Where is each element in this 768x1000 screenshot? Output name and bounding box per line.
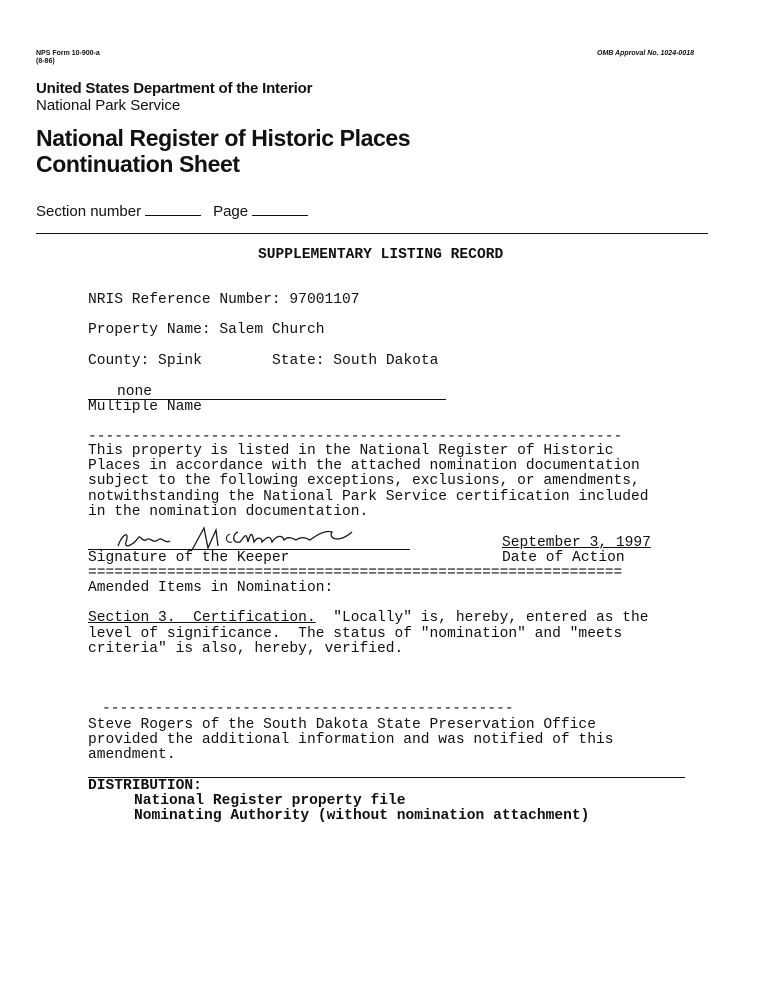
signature-label: Signature of the Keeper	[88, 550, 290, 566]
statement-line-4: notwithstanding the National Park Service certification included	[88, 489, 649, 505]
statement-line-1: This property is listed in the National Register of Historic	[88, 443, 614, 459]
page-blank	[252, 215, 308, 216]
department-name: United States Department of the Interior	[36, 80, 313, 97]
contact-line-1: Steve Rogers of the South Dakota State Preservation Office	[88, 717, 596, 733]
agency-name: National Park Service	[36, 97, 181, 114]
action-date: September 3, 1997	[502, 535, 651, 551]
omb-approval: OMB Approval No. 1024-0018	[597, 50, 694, 57]
sheet-subtitle: Continuation Sheet	[36, 151, 240, 177]
record-heading: SUPPLEMENTARY LISTING RECORD	[258, 247, 504, 263]
form-number-text: NPS Form 10-900-a	[36, 50, 100, 57]
multiple-name-value: none	[117, 384, 153, 400]
distribution-heading: DISTRIBUTION:	[88, 778, 202, 794]
dash-divider: -------------------------------------------------------------	[88, 429, 623, 445]
statement-line-3: subject to the following exceptions, exclusions, or amendments,	[88, 473, 640, 489]
amendment-line-1	[88, 611, 649, 626]
short-divider: -----------------------------------------------	[102, 701, 514, 717]
property-name: Property Name: Salem Church	[88, 322, 325, 338]
page-label: Page	[213, 203, 249, 220]
double-divider: =============================================================	[88, 565, 623, 581]
amendment-line-1-text: "Locally" is, hereby, entered as the	[315, 610, 649, 626]
statement-line-5: in the nomination documentation.	[88, 504, 369, 520]
contact-line-3: amendment.	[88, 747, 176, 763]
distribution-item-2: Nominating Authority (without nomination attachment)	[134, 808, 590, 824]
county: County: Spink	[88, 353, 202, 369]
section-number-label: Section number	[36, 203, 142, 220]
amendment-section-ref: Section 3. Certification.	[88, 610, 316, 626]
section-number-blank	[145, 215, 201, 216]
state: State: South Dakota	[272, 353, 439, 369]
contact-line-2: provided the additional information and was notified of this	[88, 732, 614, 748]
action-date-label: Date of Action	[502, 550, 625, 566]
nris-reference: NRIS Reference Number: 97001107	[88, 292, 360, 308]
distribution-item-1: National Register property file	[134, 793, 406, 809]
multiple-name-label: Multiple Name	[88, 399, 202, 415]
section-page-row	[36, 203, 320, 220]
statement-line-2: Places in accordance with the attached nomination documentation	[88, 458, 640, 474]
amendment-line-3: criteria" is also, hereby, verified.	[88, 641, 404, 657]
amended-heading: Amended Items in Nomination:	[88, 580, 334, 596]
form-number	[36, 50, 100, 66]
form-date-text: (8-86)	[36, 58, 55, 65]
header-rule	[36, 233, 708, 234]
sheet-title: National Register of Historic Places	[36, 125, 411, 151]
amendment-line-2: level of significance. The status of "nomination" and "meets	[88, 626, 623, 642]
